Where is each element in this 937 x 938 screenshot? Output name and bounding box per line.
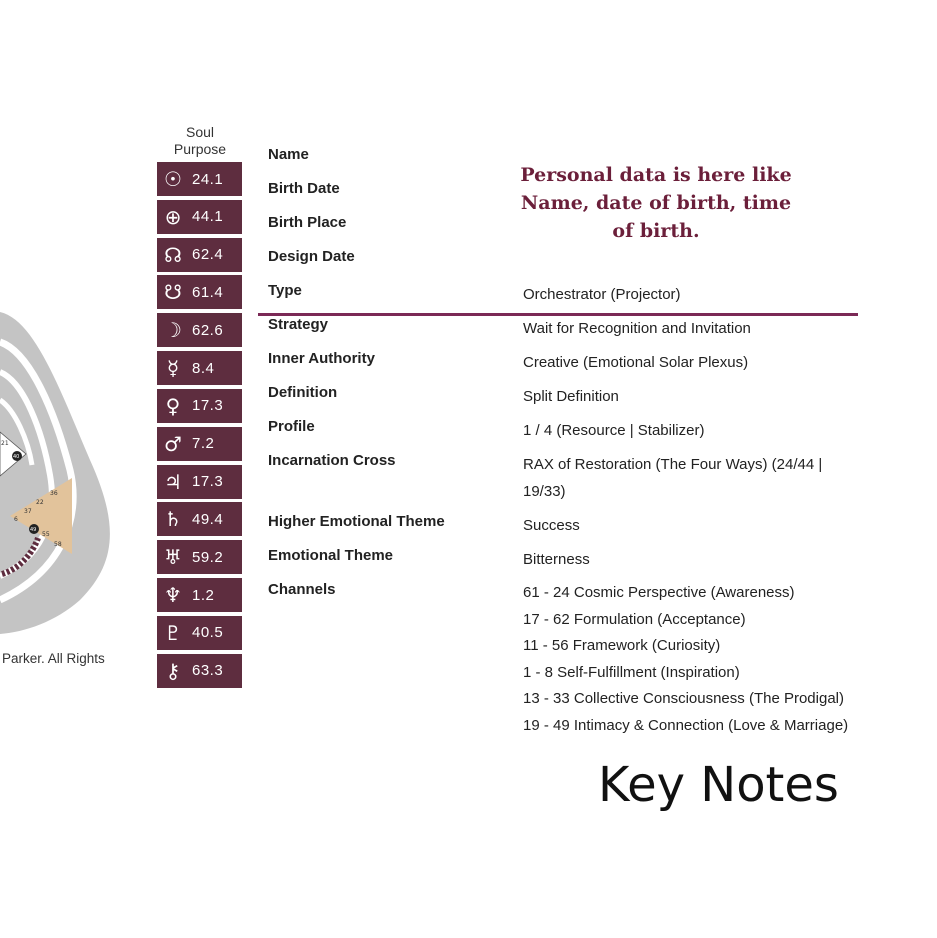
channel-item: 19 - 49 Intimacy & Connection (Love & Marriage)	[523, 716, 849, 734]
mars-icon: ♂	[164, 431, 182, 456]
planet-row-pluto	[157, 616, 242, 650]
inner-authority-label: Inner Authority	[268, 350, 375, 367]
planet-row-north-node	[157, 238, 242, 272]
planet-value: 40.5	[192, 624, 224, 642]
key-notes-title: Key Notes	[598, 757, 839, 813]
planet-value: 8.4	[192, 359, 215, 377]
planet-row-earth	[157, 200, 242, 234]
venus-icon: ♀	[165, 393, 181, 418]
channels-label: Channels	[268, 581, 336, 598]
definition-label: Definition	[268, 384, 338, 401]
birth-date-label: Birth Date	[268, 180, 340, 197]
planet-value: 17.3	[192, 473, 224, 491]
copyright-text: Parker. All Rights	[2, 651, 105, 666]
planet-row-neptune	[157, 578, 242, 612]
gate-label: 58	[54, 541, 62, 548]
strategy-label: Strategy	[268, 316, 329, 333]
planet-column	[157, 162, 242, 692]
name-label: Name	[268, 146, 309, 163]
soul-purpose-header-line1: Soul	[185, 124, 215, 140]
soul-purpose-header	[158, 124, 242, 158]
emotional-theme-value: Bitterness	[523, 551, 590, 568]
planet-value: 7.2	[192, 435, 215, 453]
planet-value: 62.4	[192, 246, 224, 264]
incarnation-cross-label: Incarnation Cross	[268, 452, 396, 469]
planet-value: 49.4	[192, 510, 224, 528]
gate-label: 6	[14, 516, 18, 523]
channel-item: 13 - 33 Collective Consciousness (The Prodigal)	[523, 690, 844, 708]
planet-value: 62.6	[192, 321, 224, 339]
planet-row-saturn	[157, 502, 242, 536]
gate-label: 37	[24, 508, 32, 515]
planet-value: 59.2	[192, 548, 224, 566]
chiron-icon: ⚷	[165, 658, 181, 683]
definition-value: Split Definition	[523, 388, 619, 405]
inner-authority-value: Creative (Emotional Solar Plexus)	[523, 354, 749, 371]
planet-row-venus	[157, 389, 242, 423]
gate-label: 22	[36, 499, 44, 506]
gate-label: 55	[42, 531, 50, 538]
channel-item: 17 - 62 Formulation (Acceptance)	[523, 610, 746, 628]
planet-value: 1.2	[192, 586, 215, 604]
incarnation-cross-value-cont: 19/33)	[523, 483, 566, 500]
jupiter-icon: ♃	[164, 469, 182, 494]
higher-emotional-theme-value: Success	[523, 517, 580, 534]
type-label: Type	[268, 282, 302, 299]
planet-row-jupiter	[157, 465, 242, 499]
sun-icon: ☉	[164, 167, 182, 191]
strategy-value: Wait for Recognition and Invitation	[523, 320, 751, 337]
channel-item: 11 - 56 Framework (Curiosity)	[523, 637, 721, 655]
gate-label: 40	[13, 454, 20, 460]
channel-item: 1 - 8 Self-Fulfillment (Inspiration)	[523, 663, 740, 681]
planet-row-uranus	[157, 540, 242, 574]
soul-purpose-header-line2: Purpose	[173, 141, 227, 157]
design-date-label: Design Date	[268, 248, 355, 265]
incarnation-cross-value: RAX of Restoration (The Four Ways) (24/44 |	[523, 456, 823, 473]
south-node-icon: ☋	[164, 280, 182, 305]
higher-emotional-theme-label: Higher Emotional Theme	[268, 513, 445, 530]
pluto-icon: ♇	[164, 620, 182, 645]
planet-row-mercury	[157, 351, 242, 385]
planet-row-chiron	[157, 654, 242, 688]
bodygraph-illustration	[0, 300, 120, 640]
planet-row-sun	[157, 162, 242, 196]
earth-icon: ⊕	[164, 204, 182, 229]
personal-data-note: Personal data is here like Name, date of birth, time of birth.	[520, 164, 792, 242]
birth-place-label: Birth Place	[268, 214, 347, 231]
neptune-icon: ♆	[164, 583, 182, 608]
saturn-icon: ♄	[164, 507, 182, 532]
moon-icon: ☽	[164, 318, 182, 343]
planet-value: 61.4	[192, 283, 224, 301]
emotional-theme-label: Emotional Theme	[268, 547, 394, 564]
channel-item: 61 - 24 Cosmic Perspective (Awareness)	[523, 584, 795, 601]
planet-row-mars	[157, 427, 242, 461]
planet-value: 24.1	[192, 170, 224, 188]
profile-label: Profile	[268, 418, 315, 435]
gate-label: 49	[30, 527, 37, 533]
planet-value: 63.3	[192, 662, 224, 680]
channels-list	[523, 580, 848, 740]
mercury-icon: ☿	[166, 356, 180, 381]
uranus-icon: ♅	[164, 545, 182, 570]
north-node-icon: ☊	[164, 242, 182, 267]
gate-label: 36	[50, 490, 58, 497]
planet-value: 17.3	[192, 397, 224, 415]
planet-value: 44.1	[192, 208, 224, 226]
gate-label: 21	[1, 440, 9, 447]
type-value: Orchestrator (Projector)	[523, 286, 681, 303]
planet-row-moon	[157, 313, 242, 347]
profile-value: 1 / 4 (Resource | Stabilizer)	[523, 422, 705, 439]
planet-row-south-node	[157, 275, 242, 309]
bodygraph-outer-frame	[0, 312, 110, 634]
